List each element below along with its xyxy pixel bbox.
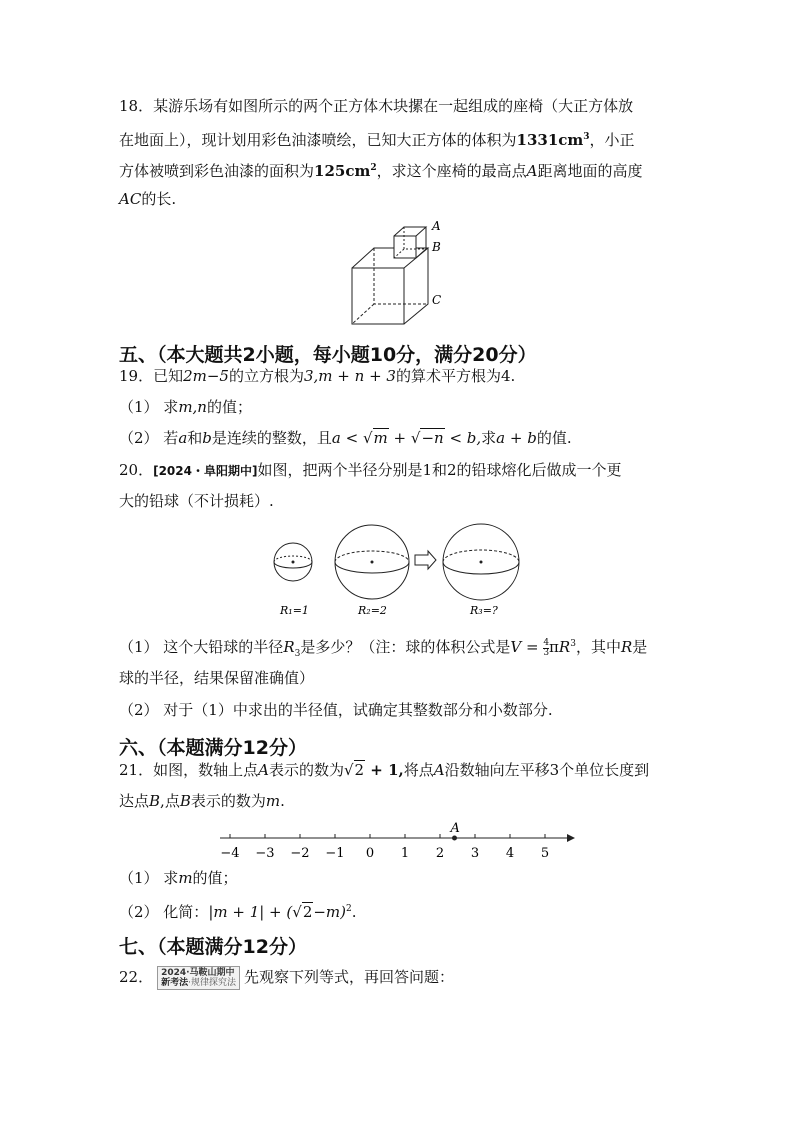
axis-tick-label: −2 xyxy=(290,846,310,861)
axis-tick-label: 1 xyxy=(400,846,410,861)
label-A: A xyxy=(432,219,441,233)
q18-line4: AC的长. xyxy=(119,190,177,208)
axis-tick-label: 0 xyxy=(365,846,375,861)
section-5-heading: 五、（本大题共2小题，每小题10分，满分20分） xyxy=(119,344,537,366)
label-r2: R₂=2 xyxy=(358,604,387,617)
cube-chair-figure xyxy=(340,218,460,328)
q20-line2: 大的铅球（不计损耗）. xyxy=(119,492,274,510)
q18-line1: 18．某游乐场有如图所示的两个正方体木块摞在一起组成的座椅（大正方体放 xyxy=(119,97,634,115)
q20-part2: （2） 对于（1）中求出的半径值，试确定其整数部分和小数部分. xyxy=(119,701,553,719)
q18-line3: 方体被喷到彩色油漆的面积为$125cm^2$，求这个座椅的最高点A距离地面的高度 xyxy=(119,162,643,180)
number-line xyxy=(215,820,580,864)
q19-part1: （1） 求m,n的值； xyxy=(119,398,252,416)
spheres-figure xyxy=(268,520,528,620)
q21-part2: （2） 化简：$|m + 1| + (√2-m)^2$. xyxy=(119,903,357,921)
axis-tick-label: 4 xyxy=(505,846,515,861)
section-6-heading: 六、（本题满分12分） xyxy=(119,737,307,759)
q21-line1: 21．如图，数轴上点A表示的数为√2 + 1,将点A沿数轴向左平移3个单位长度到 xyxy=(119,761,650,779)
axis-tick-label: −3 xyxy=(255,846,275,861)
axis-tick-label: −1 xyxy=(325,846,345,861)
section-7-heading: 七、（本题满分12分） xyxy=(119,936,307,958)
axis-arrow xyxy=(567,834,575,842)
axis-tick-label: 5 xyxy=(540,846,550,861)
axis-tick-label: −4 xyxy=(220,846,240,861)
q20-part1: （1） 这个大铅球的半径$R_3$是多少？（注：球的体积公式是V = $\frac{4}{3}$ $\pi R^3$，其中R是 xyxy=(119,637,648,659)
q21-line2: 达点B,点B表示的数为m. xyxy=(119,792,285,810)
q19-part2: （2） 若a和b是连续的整数，且a < √m + √−n < b,求a + b的值. xyxy=(119,429,572,447)
tag-badge: 2024·马鞍山期中 新考法·规律探究法 xyxy=(157,966,240,990)
q20-line1: 20．[2024・阜阳期中]如图，把两个半径分别是1和2的铅球熔化后做成一个更 xyxy=(119,461,622,479)
point-A-label: A xyxy=(450,821,460,836)
q21-part1: （1） 求m的值； xyxy=(119,869,238,887)
q22-line1: 22． 2024·马鞍山期中 新考法·规律探究法 先观察下列等式，再回答问题： xyxy=(119,968,454,988)
label-C: C xyxy=(432,293,442,307)
axis-tick-label: 3 xyxy=(470,846,480,861)
q18-line2: 在地面上），现计划用彩色油漆喷绘，已知大正方体的体积为$1331cm^3$，小正 xyxy=(119,131,635,149)
q20-part1-line2: 球的半径，结果保留准确值） xyxy=(119,669,315,687)
label-B: B xyxy=(432,240,441,254)
label-r1: R₁=1 xyxy=(280,604,309,617)
label-r3: R₃=? xyxy=(470,604,498,617)
point-A-marker xyxy=(452,836,457,841)
q19-line1: 19．已知2m−5的立方根为3,m + n + 3的算术平方根为4. xyxy=(119,367,516,385)
axis-tick-label: 2 xyxy=(435,846,445,861)
